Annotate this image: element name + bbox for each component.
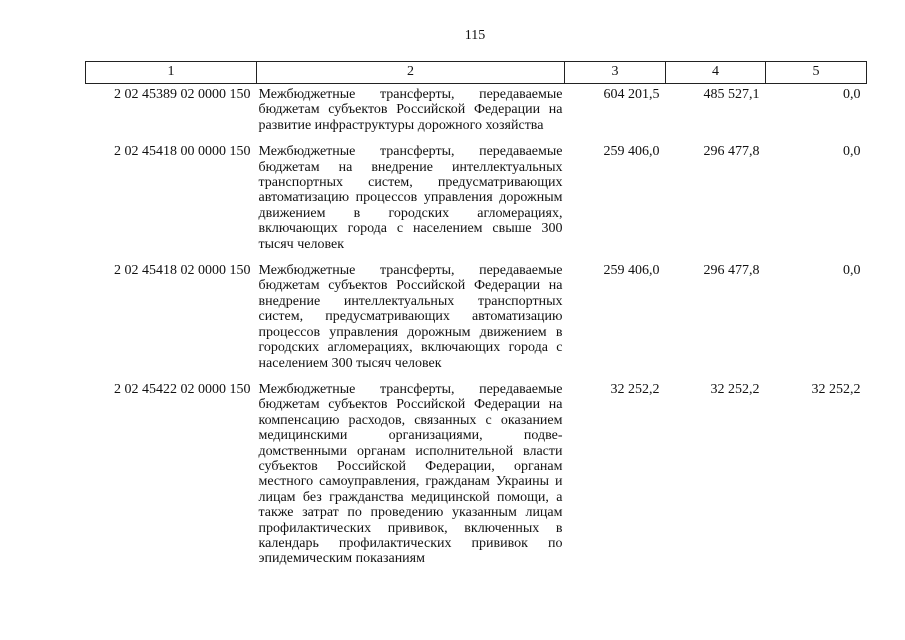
value-col-5: 0,0 xyxy=(843,144,861,160)
value-col-4: 32 252,2 xyxy=(710,381,760,397)
description: Межбюджетные трансферты, передаваемые бюджетам субъектов Российской Федерации на развитие инфраструктуры дорожного хозяйства xyxy=(258,87,563,133)
value-col-4: 485 527,1 xyxy=(703,87,760,102)
table-row xyxy=(86,379,867,575)
header-col-4: 4 xyxy=(666,62,766,84)
budget-code: 2 02 45422 02 0000 150 xyxy=(114,381,251,397)
description: Межбюджетные трансферты, передаваемые бюджетам субъектов Российской Федерации на внедрение интеллектуальных транспортных систем, предусматривающих автоматизацию процессов управления дорожным движением в городских агломерациях, включающих города с населением 300 тысяч человек xyxy=(258,263,563,371)
value-col-3: 32 252,2 xyxy=(610,381,660,397)
value-col-3: 604 201,5 xyxy=(603,87,660,102)
value-col-5: 0,0 xyxy=(843,263,861,279)
value-col-4: 296 477,8 xyxy=(703,144,760,160)
header-row xyxy=(86,62,867,84)
header-col-3: 3 xyxy=(565,62,666,84)
header-col-1: 1 xyxy=(86,62,257,84)
value-col-5: 0,0 xyxy=(843,87,861,102)
description: Межбюджетные трансферты, передаваемые бюджетам субъектов Российской Федерации на компенсацию расходов, связанных с оказанием медицинскими организациями, подведомственными органам исполнительной власти субъектов Российской Федерации, органам местного самоуправления, гражданам Украины и лицам без гражданства медицинской помощи, а также затрат по проведению указанным лицам профилактических прививок, включенных в календарь профилактических прививок по эпидемическим показаниям xyxy=(258,381,563,567)
value-col-5: 32 252,2 xyxy=(811,381,861,397)
page-number: 115 xyxy=(464,28,486,43)
description: Межбюджетные трансферты, передаваемые бюджетам на внедрение интеллектуальных транспортных систем, предусматривающих автоматизацию процессов управления дорожным движением в городских агломерациях, включающих города с населением свыше 300 тысяч человек xyxy=(258,144,563,252)
table-row xyxy=(86,141,867,260)
value-col-3: 259 406,0 xyxy=(603,263,660,279)
table-row xyxy=(86,84,867,142)
budget-code: 2 02 45418 00 0000 150 xyxy=(114,144,251,160)
budget-code: 2 02 45389 02 0000 150 xyxy=(114,87,251,102)
budget-table xyxy=(85,61,867,575)
header-col-2: 2 xyxy=(257,62,565,84)
table-row xyxy=(86,260,867,379)
value-col-4: 296 477,8 xyxy=(703,263,760,279)
value-col-3: 259 406,0 xyxy=(603,144,660,160)
header-col-5: 5 xyxy=(766,62,867,84)
budget-code: 2 02 45418 02 0000 150 xyxy=(114,263,251,279)
